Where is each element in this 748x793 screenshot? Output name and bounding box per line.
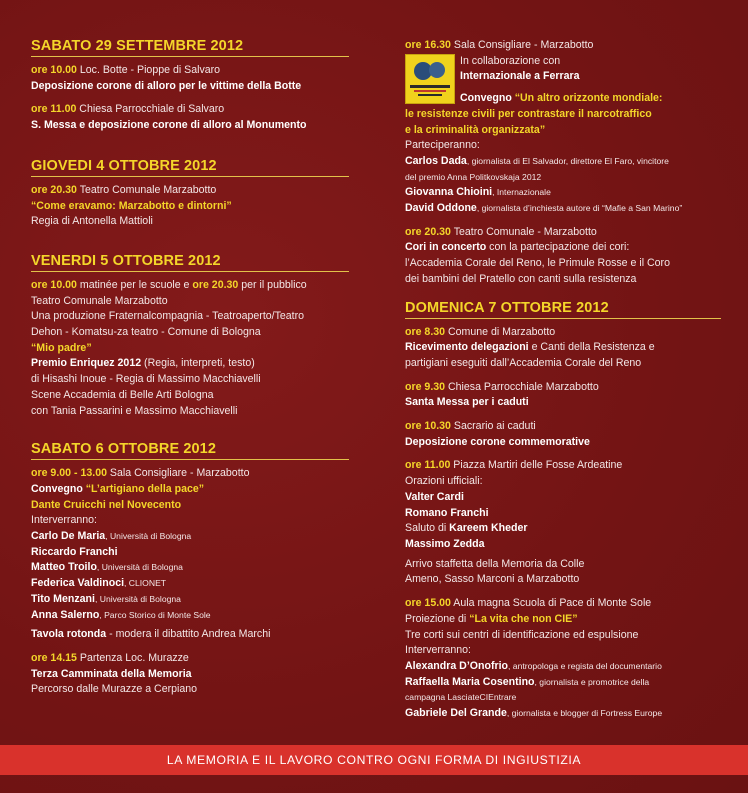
speaker-aff: del premio Anna Politkovskaja 2012 bbox=[405, 171, 542, 182]
event-1630 bbox=[405, 38, 721, 288]
speaker-aff: , Parco Storico di Monte Sole bbox=[99, 609, 211, 620]
award-detail: (Regia, interpreti, testo) bbox=[141, 357, 255, 370]
event-text: Una produzione Fraternalcompagnia - Teatroaperto/Teatro bbox=[31, 310, 305, 323]
speaker-name: Romano Franchi bbox=[405, 506, 489, 519]
speaker-name: Raffaella Maria Cosentino bbox=[405, 675, 535, 688]
event-title: Deposizione corone commemorative bbox=[405, 435, 590, 448]
speaker-aff: , giornalista e blogger di Fortress Europe bbox=[506, 708, 663, 719]
speaker-aff: campagna LasciateCIEntrare bbox=[405, 692, 517, 703]
collab-text: In collaborazione con bbox=[460, 54, 561, 67]
speaker-name: Gabriele Del Grande bbox=[405, 707, 507, 720]
speaker-name: Alexandra D’Onofrio bbox=[405, 659, 509, 672]
section-fri-5 bbox=[31, 253, 349, 419]
section-title: SABATO 6 OTTOBRE 2012 bbox=[31, 441, 349, 460]
award: Premio Enriquez 2012 bbox=[31, 357, 142, 370]
event-text: Percorso dalle Murazze a Cerpiano bbox=[31, 683, 198, 696]
event-place: Sala Consigliare - Marzabotto bbox=[106, 467, 250, 480]
collab-name: Internazionale a Ferrara bbox=[460, 70, 580, 83]
section-sat-6 bbox=[31, 441, 349, 698]
event-text: l’Accademia Corale del Reno, le Primule Rosse e il Coro bbox=[405, 257, 670, 270]
speaker-aff: , Internazionale bbox=[492, 187, 551, 198]
globe-icon bbox=[406, 55, 454, 103]
speaker-aff: , Università di Bologna bbox=[94, 593, 181, 604]
event-place: Aula magna Scuola di Pace di Monte Sole bbox=[450, 597, 652, 610]
event-place: Chiesa Parrocchiale Marzabotto bbox=[445, 380, 599, 393]
event-time: ore 10.00 bbox=[31, 278, 77, 291]
event-text: Tre corti sui centri di identificazione ed espulsione bbox=[405, 628, 639, 641]
event-time: ore 20.30 bbox=[405, 225, 451, 238]
event-quote: “La vita che non CIE” bbox=[469, 612, 578, 625]
event-place: Chiesa Parrocchiale di Salvaro bbox=[76, 103, 225, 116]
speaker-name: Carlo De Maria bbox=[31, 530, 106, 543]
event-place: Teatro Comunale Marzabotto bbox=[31, 294, 168, 307]
event-quote: Dante Cruicchi nel Novecento bbox=[31, 498, 182, 511]
event-quote: “Mio padre” bbox=[31, 341, 92, 354]
event-place: Teatro Comunale Marzabotto bbox=[76, 183, 217, 196]
right-column bbox=[405, 38, 721, 722]
speaker-name: Carlos Dada bbox=[405, 154, 467, 167]
event-text: matinée per le scuole e bbox=[76, 278, 193, 291]
speaker-name: Anna Salerno bbox=[31, 608, 100, 621]
section-thu-4 bbox=[31, 158, 349, 230]
event-text: Dehon - Komatsu-za teatro - Comune di Bologna bbox=[31, 326, 261, 339]
section-title: SABATO 29 SETTEMBRE 2012 bbox=[31, 38, 349, 57]
event-place: Teatro Comunale - Marzabotto bbox=[450, 225, 597, 238]
event-text: Saluto di bbox=[405, 522, 450, 535]
event-time: ore 20.30 bbox=[192, 278, 239, 291]
left-column bbox=[31, 38, 349, 698]
section-title: DOMENICA 7 OTTOBRE 2012 bbox=[405, 300, 721, 319]
speaker-name: Tito Menzani bbox=[31, 592, 95, 605]
speaker-aff: , giornalista di El Salvador, direttore El Faro, vincitore bbox=[466, 155, 669, 166]
speaker-name: Riccardo Franchi bbox=[31, 545, 118, 558]
speaker-aff: , antropologa e regista del documentario bbox=[508, 660, 662, 671]
event-text: Ameno, Sasso Marconi a Marzabotto bbox=[405, 573, 580, 586]
section-title: GIOVEDI 4 OTTOBRE 2012 bbox=[31, 158, 349, 177]
event-quote: e la criminalità organizzata” bbox=[405, 123, 546, 136]
event-place: Comune di Marzabotto bbox=[445, 325, 556, 338]
event-text: Interverranno: bbox=[31, 514, 97, 527]
event-quote: “Come eravamo: Marzabotto e dintorni” bbox=[31, 199, 232, 212]
event-text: dei bambini del Pratello con canti sulla resistenza bbox=[405, 272, 637, 285]
event-title: S. Messa e deposizione corone di alloro al Monumento bbox=[31, 119, 307, 132]
round-table: Tavola rotonda bbox=[31, 628, 107, 641]
event-title: Deposizione corone di alloro per le vittime della Botte bbox=[31, 79, 302, 92]
speaker-aff: , Università di Bologna bbox=[105, 531, 192, 542]
event-time: ore 10.00 bbox=[31, 64, 77, 76]
event-title: Cori in concerto bbox=[405, 241, 487, 254]
event-time: ore 11.00 bbox=[405, 459, 451, 472]
event-text: Proiezione di bbox=[405, 612, 470, 625]
event-text: Parteciperanno: bbox=[405, 139, 480, 152]
event-extra: Regia di Antonella Mattioli bbox=[31, 215, 153, 228]
event-time: ore 11.00 bbox=[31, 103, 77, 116]
event-time: ore 15.00 bbox=[405, 597, 451, 610]
event-text: per il pubblico bbox=[238, 278, 307, 291]
event-text: di Hisashi Inoue - Regia di Massimo Macchiavelli bbox=[31, 373, 261, 386]
event-time: ore 10.30 bbox=[405, 420, 451, 433]
speaker-aff: , giornalista d’inchiesta autore di “Mafie a San Marino” bbox=[476, 203, 683, 214]
speaker-name: David Oddone bbox=[405, 202, 477, 215]
event-time: ore 8.30 bbox=[405, 325, 446, 338]
event-time: ore 14.15 bbox=[31, 651, 77, 664]
event-text: Scene Accademia di Belle Arti Bologna bbox=[31, 388, 214, 401]
event-text: e Canti della Resistenza e bbox=[528, 341, 655, 354]
event-text: Arrivo staffetta della Memoria da Colle bbox=[405, 557, 585, 570]
event-text: Interverranno: bbox=[405, 644, 471, 657]
event-place: Piazza Martiri delle Fosse Ardeatine bbox=[450, 459, 623, 472]
speaker-name: Federica Valdinoci bbox=[31, 577, 125, 590]
speaker-name: Massimo Zedda bbox=[405, 537, 485, 550]
speaker-name: Giovanna Chioini bbox=[405, 186, 493, 199]
event-title: Ricevimento delegazioni bbox=[405, 341, 529, 354]
event-place: Sacrario ai caduti bbox=[450, 420, 536, 433]
section-title: VENERDI 5 OTTOBRE 2012 bbox=[31, 253, 349, 272]
section-sat-29 bbox=[31, 38, 349, 134]
event-place: Partenza Loc. Murazze bbox=[76, 651, 189, 664]
event-place: Loc. Botte - Pioppe di Salvaro bbox=[76, 64, 221, 76]
event-time: ore 9.30 bbox=[405, 380, 446, 393]
event-label: Convegno bbox=[31, 482, 86, 495]
event-place: Sala Consigliare - Marzabotto bbox=[450, 39, 594, 51]
event-title: Santa Messa per i caduti bbox=[405, 396, 529, 409]
speaker-aff: , Università di Bologna bbox=[96, 562, 183, 573]
event-time: ore 9.00 - 13.00 bbox=[31, 467, 107, 480]
section-sun-7 bbox=[405, 300, 721, 722]
round-table-detail: - modera il dibattito Andrea Marchi bbox=[106, 628, 271, 641]
internazionale-logo bbox=[405, 54, 455, 104]
event-quote: “Un altro orizzonte mondiale: bbox=[514, 92, 663, 105]
speaker-name: Matteo Troilo bbox=[31, 561, 97, 574]
event-text: partigiani eseguiti dall’Accademia Corale del Reno bbox=[405, 356, 642, 369]
speaker-aff: , CLIONET bbox=[124, 578, 167, 589]
speaker-name: Valter Cardi bbox=[405, 490, 464, 503]
event-title: Terza Camminata della Memoria bbox=[31, 667, 192, 680]
event-quote: “L’artigiano della pace” bbox=[85, 482, 205, 495]
event-quote: le resistenze civili per contrastare il narcotraffico bbox=[405, 107, 652, 120]
event-text: con Tania Passarini e Massimo Macchiavelli bbox=[31, 404, 238, 417]
event-time: ore 20.30 bbox=[31, 183, 77, 196]
speaker-aff: , giornalista e promotrice della bbox=[534, 676, 650, 687]
footer-banner: LA MEMORIA E IL LAVORO CONTRO OGNI FORMA DI INGIUSTIZIA bbox=[0, 745, 748, 775]
event-text: con la partecipazione dei cori: bbox=[486, 241, 630, 254]
speaker-name: Kareem Kheder bbox=[449, 522, 528, 535]
event-label: Convegno bbox=[460, 92, 515, 105]
event-time: ore 16.30 bbox=[405, 39, 451, 51]
event-text: Orazioni ufficiali: bbox=[405, 475, 483, 488]
